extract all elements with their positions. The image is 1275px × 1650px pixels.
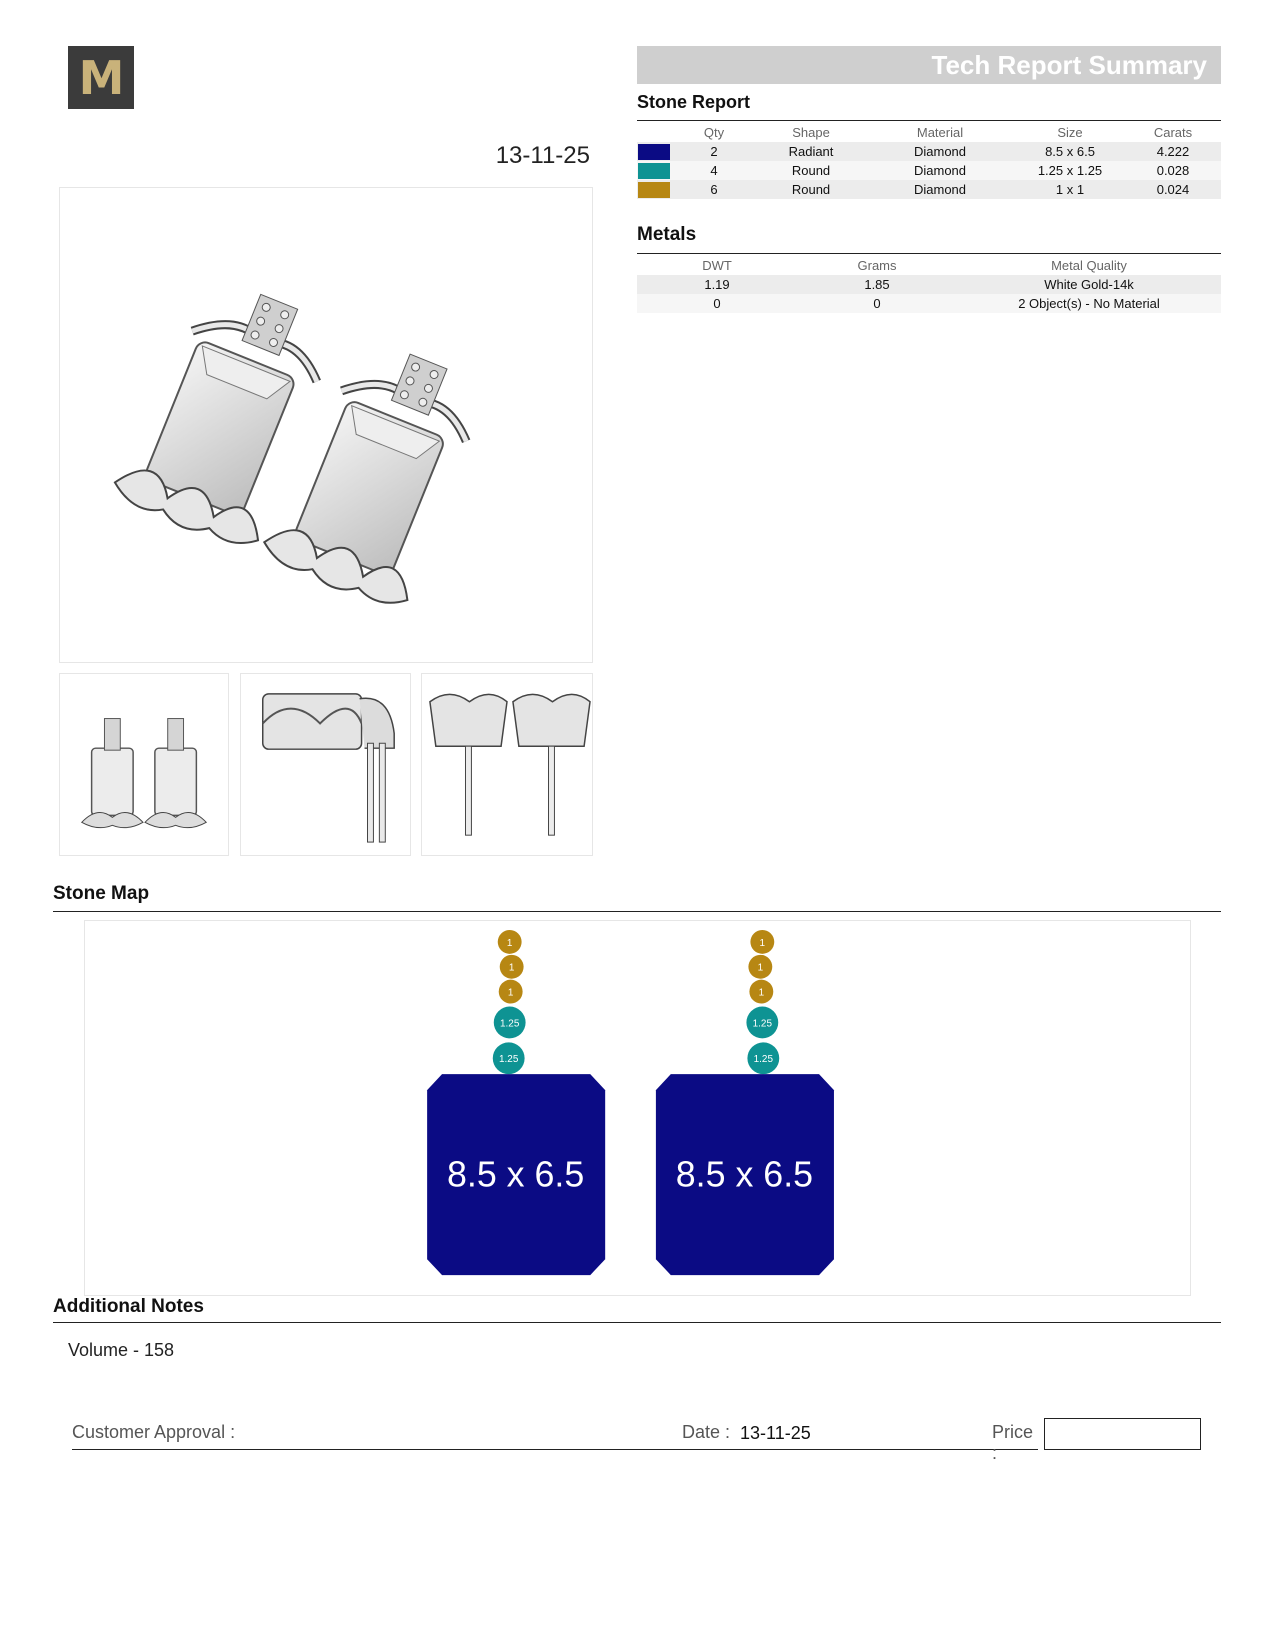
col-header: Shape bbox=[792, 125, 830, 140]
metals-header-row bbox=[637, 256, 1221, 275]
small-stone-label: 1 bbox=[757, 962, 764, 974]
stone-row bbox=[637, 142, 1221, 161]
small-stone bbox=[500, 955, 524, 979]
metal-grams: 0 bbox=[873, 296, 881, 311]
medium-stone-label: 1.25 bbox=[752, 1018, 773, 1030]
earring-left-stones bbox=[427, 930, 605, 1275]
metal-grams: 1.85 bbox=[864, 277, 890, 292]
logo-letter: M bbox=[78, 50, 124, 105]
earring-right-stones bbox=[656, 930, 834, 1275]
col-header: Metal Quality bbox=[1051, 258, 1127, 273]
metal-dwt: 1.19 bbox=[704, 277, 730, 292]
stone-report-rule bbox=[637, 120, 1221, 121]
stone-qty: 2 bbox=[710, 144, 718, 159]
swatch-header bbox=[637, 123, 671, 142]
col-header: DWT bbox=[702, 258, 732, 273]
stone-report-header-row bbox=[637, 123, 1221, 142]
stone-color-swatch bbox=[638, 163, 670, 179]
stone-shape: Radiant bbox=[788, 144, 834, 159]
stone-material: Diamond bbox=[913, 163, 967, 178]
stone-material: Diamond bbox=[913, 144, 967, 159]
stone-shape: Round bbox=[791, 182, 831, 197]
stone-report-heading: Stone Report bbox=[637, 92, 751, 112]
col-header: Carats bbox=[1153, 125, 1193, 140]
additional-notes-text: Volume - 158 bbox=[68, 1340, 175, 1360]
metals-heading: Metals bbox=[637, 224, 697, 245]
stone-color-swatch bbox=[638, 144, 670, 160]
stone-carats: 0.028 bbox=[1156, 163, 1190, 178]
report-title-bar bbox=[637, 46, 1221, 84]
additional-notes-heading: Additional Notes bbox=[53, 1296, 204, 1317]
metal-quality: White Gold-14k bbox=[1044, 277, 1134, 292]
approval-line bbox=[72, 1420, 1038, 1463]
stone-size: 8.5 x 6.5 bbox=[1045, 144, 1095, 159]
stone-map-heading: Stone Map bbox=[53, 883, 150, 904]
stone-carats: 4.222 bbox=[1156, 144, 1190, 159]
stone-shape: Round bbox=[791, 163, 831, 178]
company-logo bbox=[68, 46, 134, 109]
metals-rule bbox=[637, 253, 1221, 254]
small-stone bbox=[498, 930, 522, 954]
stone-qty: 6 bbox=[710, 182, 718, 197]
small-stone-label: 1 bbox=[759, 937, 766, 949]
center-stone-label: 8.5 x 6.5 bbox=[446, 1154, 585, 1195]
medium-stone-label: 1.25 bbox=[500, 1018, 520, 1030]
col-header: Size bbox=[1057, 125, 1083, 140]
small-stone-label: 1 bbox=[508, 962, 515, 974]
stone-map-diagram bbox=[84, 920, 1191, 1296]
small-stone bbox=[750, 930, 774, 954]
top-view-thumbnail bbox=[421, 673, 593, 856]
stone-row bbox=[637, 161, 1221, 180]
stone-report-table bbox=[637, 123, 1221, 199]
medium-stone bbox=[746, 1007, 778, 1039]
small-stone bbox=[749, 980, 773, 1004]
stone-map-rule bbox=[53, 911, 1221, 912]
center-stone-label: 8.5 x 6.5 bbox=[675, 1154, 814, 1195]
report-date: 13-11-25 bbox=[495, 142, 590, 169]
customer-approval-label: Customer Approval : bbox=[72, 1422, 236, 1442]
additional-notes-rule bbox=[53, 1322, 1221, 1323]
stone-size: 1 x 1 bbox=[1055, 182, 1085, 197]
medium-stone bbox=[493, 1042, 525, 1074]
stone-size: 1.25 x 1.25 bbox=[1037, 163, 1103, 178]
medium-stone bbox=[747, 1042, 779, 1074]
price-field[interactable] bbox=[1044, 1418, 1201, 1450]
metal-dwt: 0 bbox=[713, 296, 721, 311]
main-product-render bbox=[59, 187, 593, 663]
stone-carats: 0.024 bbox=[1156, 182, 1190, 197]
stone-material: Diamond bbox=[913, 182, 967, 197]
metal-row bbox=[637, 294, 1221, 313]
stone-row bbox=[637, 180, 1221, 199]
stone-qty: 4 bbox=[710, 163, 718, 178]
center-stone bbox=[427, 1074, 605, 1275]
stone-color-swatch bbox=[638, 182, 670, 198]
medium-stone-label: 1.25 bbox=[499, 1054, 519, 1066]
small-stone bbox=[748, 955, 772, 979]
col-header: Material bbox=[916, 125, 964, 140]
center-stone bbox=[656, 1074, 834, 1275]
col-header: Grams bbox=[857, 258, 897, 273]
small-stone bbox=[499, 980, 523, 1004]
small-stone-label: 1 bbox=[758, 987, 765, 999]
medium-stone bbox=[494, 1007, 526, 1039]
front-view-thumbnail bbox=[59, 673, 229, 856]
side-view-thumbnail bbox=[240, 673, 411, 856]
col-header: Qty bbox=[703, 125, 725, 140]
date-label: Date : bbox=[682, 1422, 731, 1442]
metal-row bbox=[637, 275, 1221, 294]
small-stone-label: 1 bbox=[507, 987, 514, 999]
small-stone-label: 1 bbox=[506, 937, 513, 949]
approval-date-value: 13-11-25 bbox=[740, 1423, 811, 1443]
metal-quality: 2 Object(s) - No Material bbox=[1018, 296, 1160, 311]
metals-table bbox=[637, 256, 1221, 313]
price-label: Price : bbox=[992, 1422, 1034, 1463]
medium-stone-label: 1.25 bbox=[753, 1054, 773, 1066]
report-title: Tech Report Summary bbox=[931, 50, 1207, 80]
